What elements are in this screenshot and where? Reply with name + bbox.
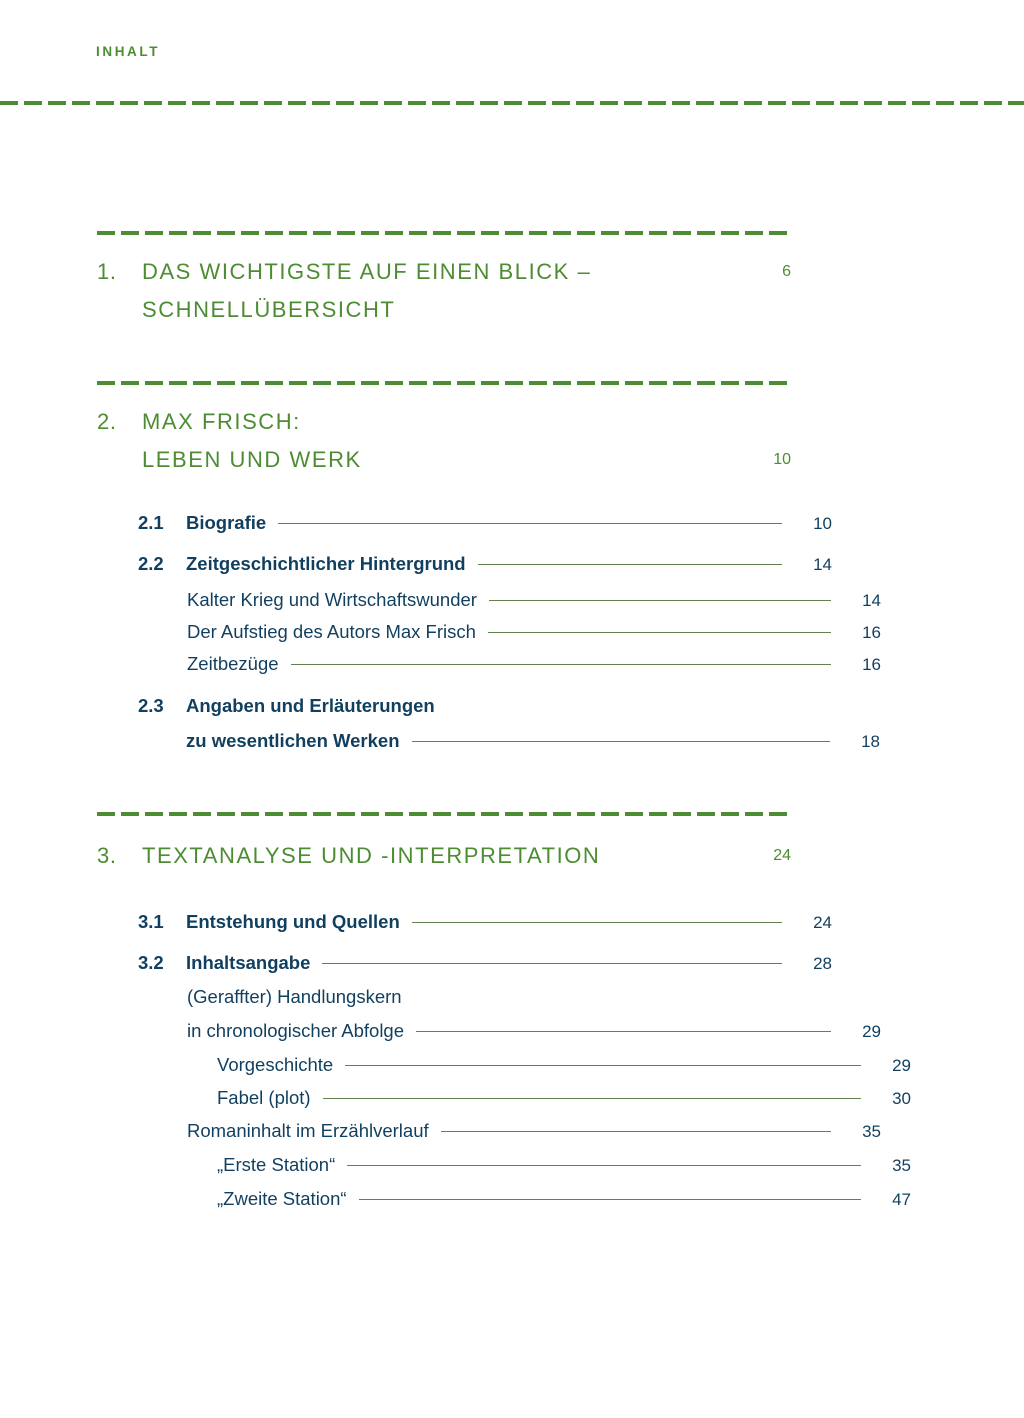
section-title-2-line-1: MAX FRISCH: [142,409,301,434]
leader-line [441,1131,831,1132]
toc-entry-label: Zeitbezüge [187,653,279,674]
leader-line [412,741,831,742]
toc-entry-page: 16 [862,655,881,674]
toc-entry-2-1[interactable] [97,512,832,534]
toc-entry-number: 2.3 [138,695,164,716]
toc-entry-page: 10 [813,514,832,533]
section-title-2 [142,403,751,479]
toc-entry-page: 18 [861,732,880,751]
leader-line [412,922,782,923]
toc-entry-fabel-plot[interactable] [97,1087,911,1109]
toc-entry-page: 35 [862,1122,881,1141]
section-heading-2[interactable] [97,403,791,479]
toc-entry-label: in chronologischer Abfolge [187,1020,405,1041]
section-rule-1 [97,231,791,235]
section-number-1: 1. [97,259,117,284]
running-head-inhalt: INHALT [96,44,161,59]
section-title-2-line-2: LEBEN UND WERK [142,447,362,472]
leader-line [489,600,831,601]
leader-line [322,963,782,964]
leader-line [359,1199,861,1200]
toc-entry-label: Der Aufstieg des Autors Max Frisch [187,621,476,642]
toc-entry-vorgeschichte[interactable] [97,1054,911,1076]
toc-entry-number: 2.1 [138,512,164,533]
toc-entry-zeitbezuege[interactable] [97,653,881,675]
section-title-1-line-2: SCHNELLÜBERSICHT [142,297,396,322]
section-title-1-line-1: DAS WICHTIGSTE AUF EINEN BLICK – [142,259,592,284]
leader-line [278,523,782,524]
section-page-2: 10 [773,451,791,468]
toc-entry-aufstieg-des-autors[interactable] [97,621,881,643]
toc-entry-number: 3.2 [138,952,164,973]
section-rule-2 [97,381,791,385]
leader-line [323,1098,861,1099]
toc-entry-page: 14 [813,555,832,574]
toc-entry-page: 29 [862,1022,881,1041]
toc-entry-number: 3.1 [138,911,164,932]
toc-entry-label: Fabel (plot) [217,1087,311,1108]
toc-entry-zweite-station[interactable] [97,1188,911,1210]
toc-entry-geraffter-handlungskern[interactable] [97,986,881,1008]
toc-entry-page: 35 [892,1156,911,1175]
toc-entry-label: (Geraffter) Handlungskern [187,986,402,1007]
toc-entry-page: 29 [892,1056,911,1075]
toc-entry-page: 47 [892,1190,911,1209]
leader-line [347,1165,861,1166]
toc-entry-chronologische-abfolge[interactable] [97,1020,881,1042]
toc-entry-2-3[interactable] [97,695,832,717]
toc-entry-page: 24 [813,913,832,932]
section-number-2: 2. [97,409,117,434]
toc-entry-romaninhalt[interactable] [97,1120,881,1142]
toc-entry-page: 14 [862,591,881,610]
toc-entry-number: 2.2 [138,553,164,574]
toc-entry-kalter-krieg[interactable] [97,589,881,611]
section-page-3: 24 [773,847,791,864]
toc-entry-label: „Zweite Station“ [217,1188,347,1209]
section-heading-3[interactable] [97,837,791,875]
toc-entry-label: „Erste Station“ [217,1154,336,1175]
toc-entry-label: Vorgeschichte [217,1054,334,1075]
toc-entry-erste-station[interactable] [97,1154,911,1176]
leader-line [291,664,831,665]
toc-entry-label: Biografie [186,512,267,533]
toc-entry-label: zu wesentlichen Werken [186,730,400,751]
toc-entry-3-2[interactable] [97,952,832,974]
section-page-1: 6 [782,263,791,280]
toc-entry-page: 16 [862,623,881,642]
toc-entry-label: Inhaltsangabe [186,952,311,973]
toc-entry-3-1[interactable] [97,911,832,933]
header-dashed-rule [0,101,1024,105]
section-heading-1[interactable] [97,253,791,329]
section-number-3: 3. [97,843,117,868]
toc-entry-label: Entstehung und Quellen [186,911,400,932]
toc-entry-2-2[interactable] [97,553,832,575]
leader-line [345,1065,861,1066]
leader-line [416,1031,831,1032]
toc-entry-label: Zeitgeschichtlicher Hintergrund [186,553,466,574]
section-title-1 [142,253,751,329]
toc-entry-page: 28 [813,954,832,973]
toc-entry-label: Angaben und Erläuterungen [186,695,435,716]
section-title-3-line-1: TEXTANALYSE UND -INTERPRETATION [142,843,601,868]
toc-entry-label: Kalter Krieg und Wirtschaftswunder [187,589,477,610]
section-title-3 [142,837,751,875]
leader-line [488,632,831,633]
toc-entry-page: 30 [892,1089,911,1108]
toc-entry-2-3-continued[interactable] [97,730,880,752]
toc-entry-label: Romaninhalt im Erzählverlauf [187,1120,429,1141]
section-rule-3 [97,812,791,816]
leader-line [478,564,782,565]
